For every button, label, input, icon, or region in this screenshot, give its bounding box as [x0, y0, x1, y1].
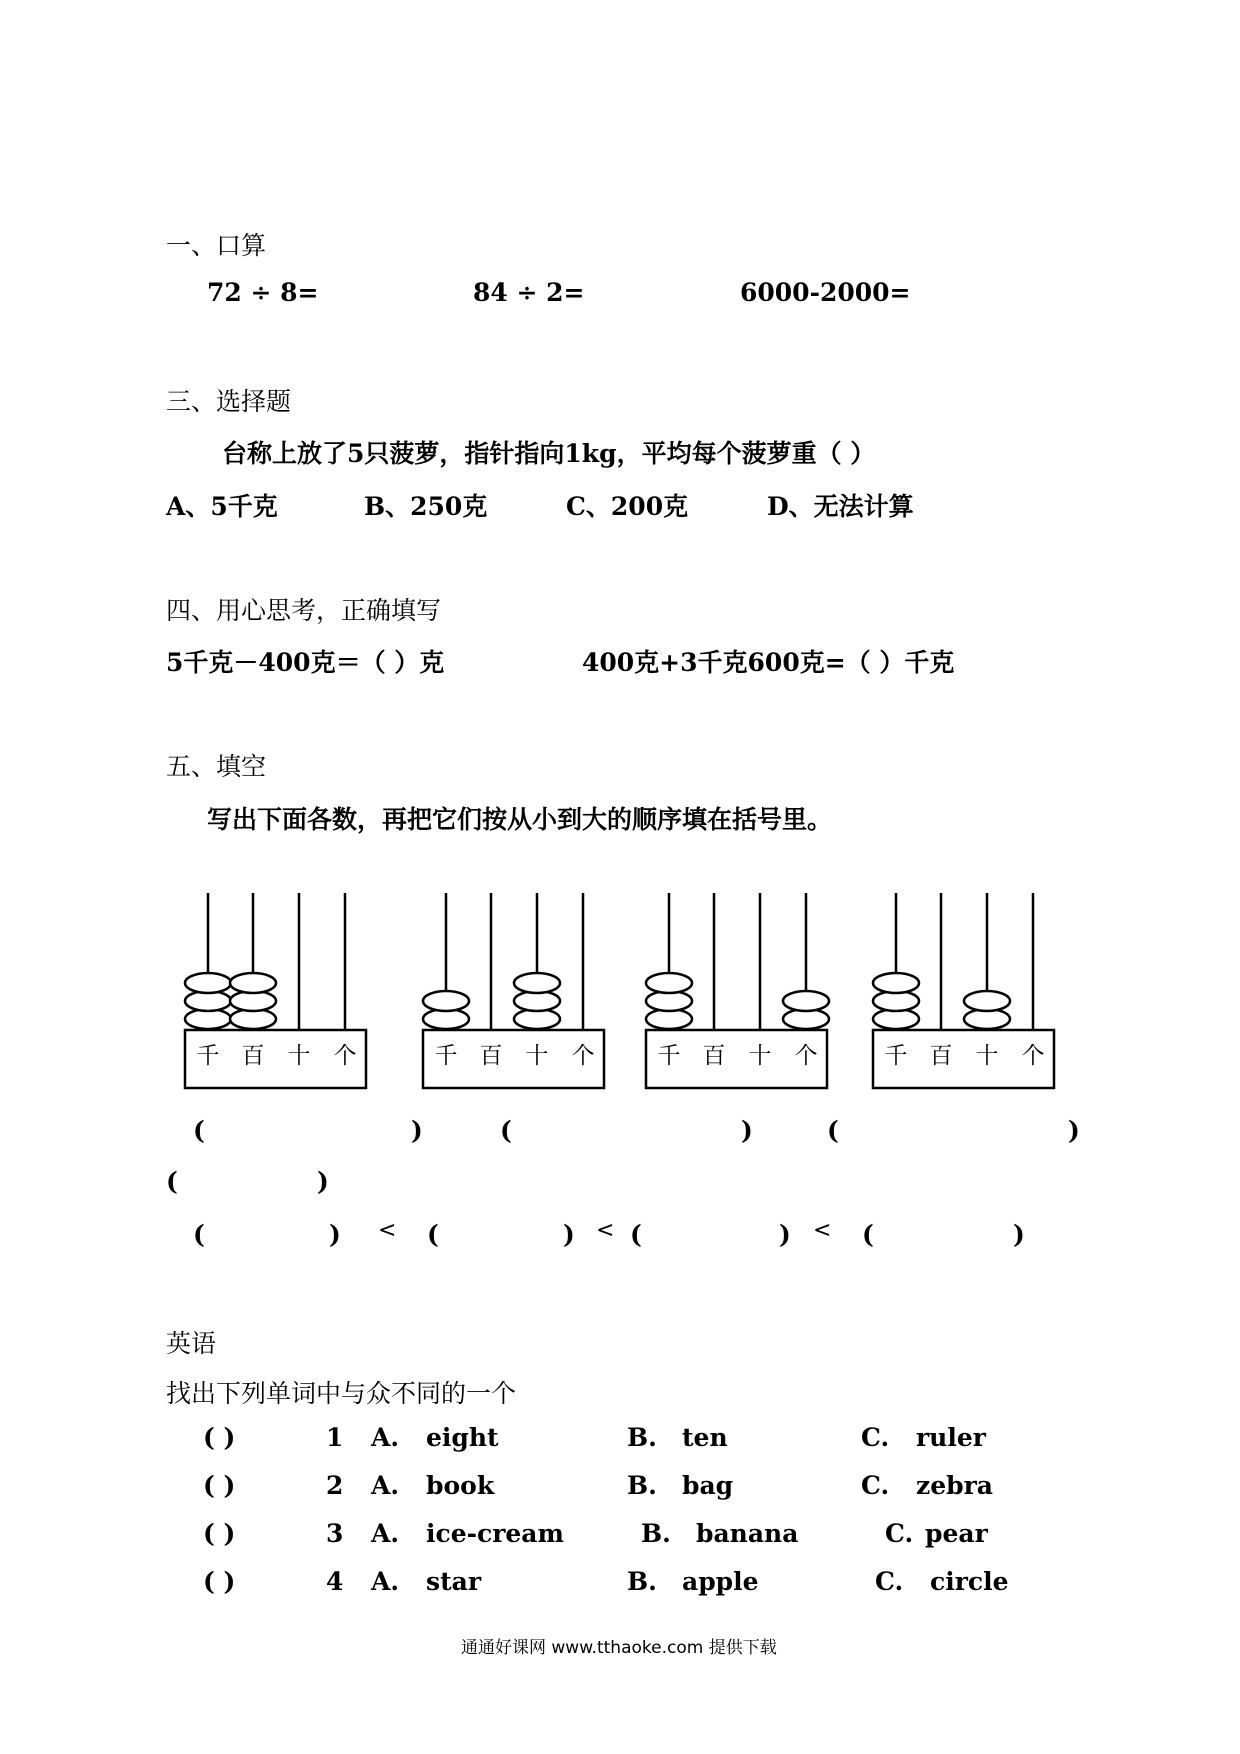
abacus-bead — [646, 973, 692, 993]
answer-paren-close: ) — [741, 1116, 753, 1145]
option-a-letter: A. — [371, 1519, 400, 1548]
order-paren-close: ) — [563, 1220, 575, 1249]
english-title: 英语 — [166, 1329, 217, 1358]
place-value-label: 百 — [241, 1043, 265, 1069]
place-value-label: 千 — [196, 1043, 220, 1069]
option-b-letter: B. — [627, 1471, 657, 1500]
option-a-word: star — [426, 1567, 481, 1596]
question-number: 2 — [326, 1471, 344, 1500]
option-c-word: circle — [930, 1567, 1009, 1596]
choice-option-b: B、250克 — [364, 492, 488, 521]
place-value-label: 百 — [479, 1043, 503, 1069]
choice-option-c: C、200克 — [566, 492, 689, 521]
answer-paren-open: ( — [500, 1116, 512, 1145]
option-a-word: ice-cream — [426, 1519, 564, 1548]
place-value-label: 十 — [525, 1043, 549, 1069]
answer-paren-open: ( — [193, 1116, 205, 1145]
option-b-word: ten — [682, 1423, 728, 1452]
question-number: 4 — [326, 1567, 344, 1596]
abacus-3 — [646, 893, 829, 1088]
place-value-label: 百 — [702, 1043, 726, 1069]
option-c-word: ruler — [916, 1423, 986, 1452]
option-b-word: banana — [696, 1519, 799, 1548]
option-c-letter: C. — [861, 1423, 890, 1452]
answer-paren-close: ) — [411, 1116, 423, 1145]
place-value-label: 千 — [434, 1043, 458, 1069]
less-than-sign: < — [378, 1218, 397, 1243]
option-a-word: eight — [426, 1423, 499, 1452]
answer-paren-close: ) — [1068, 1116, 1080, 1145]
order-paren-open: ( — [193, 1220, 205, 1249]
place-value-label: 十 — [748, 1043, 772, 1069]
choice-option-d: D、无法计算 — [767, 492, 914, 521]
place-value-label: 个 — [1021, 1043, 1045, 1069]
abacus-bead — [230, 973, 276, 993]
place-value-label: 个 — [794, 1043, 818, 1069]
order-paren-open: ( — [862, 1220, 874, 1249]
place-value-label: 千 — [657, 1043, 681, 1069]
mental-math-1: 72 ÷ 8= — [207, 278, 319, 307]
answer-paren-close: ) — [317, 1167, 329, 1196]
abacus-bead — [873, 973, 919, 993]
place-value-label: 十 — [975, 1043, 999, 1069]
abacus-bead — [964, 991, 1010, 1011]
section-5-title: 五、填空 — [166, 752, 267, 781]
footer-text: 通通好课网 www.tthaoke.com 提供下载 — [461, 1638, 777, 1658]
order-paren-close: ) — [1013, 1220, 1025, 1249]
order-paren-close: ) — [779, 1220, 791, 1249]
less-than-sign: < — [813, 1218, 832, 1243]
option-a-word: book — [426, 1471, 495, 1500]
abacus-bead — [185, 973, 231, 993]
abacus-bead — [423, 991, 469, 1011]
option-c-word: zebra — [916, 1471, 993, 1500]
option-c-letter: C. — [861, 1471, 890, 1500]
choice-option-a: A、5千克 — [166, 492, 278, 521]
section-1-title: 一、口算 — [166, 231, 267, 260]
question-number: 3 — [326, 1519, 344, 1548]
place-value-label: 个 — [333, 1043, 357, 1069]
option-c-letter: C. — [875, 1567, 904, 1596]
section-4-title: 四、用心思考，正确填写 — [166, 596, 442, 625]
answer-paren-open: ( — [166, 1167, 178, 1196]
abacus-2 — [423, 893, 604, 1088]
place-value-label: 千 — [884, 1043, 908, 1069]
place-value-label: 百 — [929, 1043, 953, 1069]
abacus-bead — [783, 991, 829, 1011]
answer-paren: ( ) — [203, 1471, 236, 1500]
option-b-word: apple — [682, 1567, 759, 1596]
place-value-label: 十 — [287, 1043, 311, 1069]
less-than-sign: < — [596, 1218, 615, 1243]
option-a-letter: A. — [371, 1567, 400, 1596]
order-paren-open: ( — [630, 1220, 642, 1249]
answer-paren: ( ) — [203, 1567, 236, 1596]
english-instruction: 找出下列单词中与众不同的一个 — [166, 1379, 517, 1408]
option-a-letter: A. — [371, 1471, 400, 1500]
option-b-word: bag — [682, 1471, 734, 1500]
answer-paren-open: ( — [827, 1116, 839, 1145]
mental-math-2: 84 ÷ 2= — [473, 278, 585, 307]
fill-question-1: 5千克－400克＝（ ）克 — [166, 648, 445, 677]
mental-math-3: 6000-2000= — [740, 278, 911, 307]
question-number: 1 — [326, 1423, 344, 1452]
choice-question: 台称上放了5只菠萝，指针指向1kg，平均每个菠萝重（ ） — [222, 439, 876, 468]
section-3-title: 三、选择题 — [166, 387, 292, 416]
answer-paren: ( ) — [203, 1423, 236, 1452]
place-value-label: 个 — [571, 1043, 595, 1069]
option-c-word: pear — [925, 1519, 988, 1548]
order-paren-open: ( — [427, 1220, 439, 1249]
section-5-instruction: 写出下面各数，再把它们按从小到大的顺序填在括号里。 — [207, 805, 833, 834]
option-b-letter: B. — [627, 1567, 657, 1596]
option-c-letter: C. — [885, 1519, 914, 1548]
abacus-bead — [514, 973, 560, 993]
abacus-1 — [185, 893, 366, 1088]
order-paren-close: ) — [329, 1220, 341, 1249]
fill-question-2: 400克+3千克600克=（ ）千克 — [582, 648, 955, 677]
option-a-letter: A. — [371, 1423, 400, 1452]
option-b-letter: B. — [641, 1519, 671, 1548]
abacus-4 — [873, 893, 1054, 1088]
option-b-letter: B. — [627, 1423, 657, 1452]
answer-paren: ( ) — [203, 1519, 236, 1548]
